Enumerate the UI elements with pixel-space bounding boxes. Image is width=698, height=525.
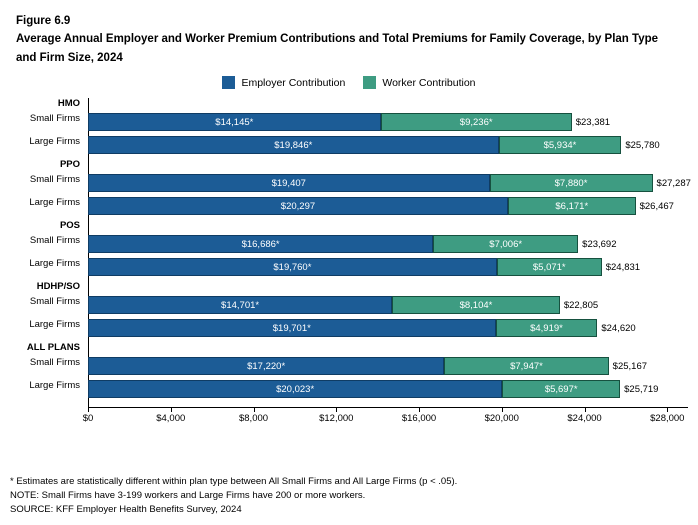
x-tick-mark [254,408,255,412]
legend-item-employer [222,76,345,89]
table-row [88,357,647,375]
row-label: Small Firms [29,174,80,185]
x-tick-mark [667,408,668,412]
row-label: Large Firms [29,197,80,208]
title-block [0,0,698,68]
table-row [88,174,691,192]
x-tick-label: $8,000 [238,413,269,424]
row-label: Small Firms [29,113,80,124]
bar-segment-worker: $8,104* [392,296,560,314]
bar-total-label: $23,692 [582,238,617,250]
bar-segment-worker: $9,236* [381,113,572,131]
bar-segment-employer: $16,686* [88,235,433,253]
bar-total-label: $24,831 [605,261,641,273]
bar-segment-worker: $5,071* [497,258,602,276]
bar-total-label: $25,167 [612,360,648,372]
table-row [88,136,660,154]
bar-segment-employer: $19,701* [88,319,496,337]
table-row [88,319,636,337]
row-label: Small Firms [29,235,80,246]
row-label: Large Firms [29,380,80,391]
group-header: HMO [57,98,80,109]
x-tick-mark [88,408,89,412]
row-label: Small Firms [29,357,80,368]
bar-segment-employer: $19,760* [88,258,497,276]
bar-segment-employer: $20,297 [88,197,508,215]
x-tick-label: $20,000 [484,413,519,424]
x-tick-label: $12,000 [319,413,354,424]
bar-segment-worker: $7,006* [433,235,578,253]
bar-segment-worker: $7,947* [444,357,608,375]
x-tick-mark [171,408,172,412]
group-header: HDHP/SO [36,281,80,292]
x-tick-mark [336,408,337,412]
table-row [88,258,640,276]
x-tick-mark [419,408,420,412]
legend-label-worker: Worker Contribution [382,76,476,89]
chart-area [0,98,698,432]
bar-total-label: $24,620 [601,322,636,334]
footnote-estimates: * Estimates are statistically different within plan type between All Small Firms and All Large Firms (p < .05). [10,476,458,487]
bar-segment-employer: $14,701* [88,296,392,314]
table-row [88,296,598,314]
x-tick-label: $0 [82,413,94,424]
table-row [88,113,610,131]
bar-segment-employer: $19,407 [88,174,490,192]
table-row [88,235,617,253]
x-tick-label: $4,000 [156,413,186,424]
bar-segment-worker: $5,697* [502,380,620,398]
x-tick-mark [585,408,586,412]
footnotes [10,475,457,517]
table-row [88,380,658,398]
chart-legend [0,76,698,89]
bar-segment-employer: $14,145* [88,113,381,131]
bar-segment-employer: $19,846* [88,136,499,154]
row-label: Small Firms [29,296,80,307]
footnote-source: SOURCE: KFF Employer Health Benefits Survey, 2024 [10,504,242,515]
figure-number: Figure 6.9 [16,15,71,27]
bar-total-label: $26,467 [639,200,674,212]
bar-segment-worker: $5,934* [499,136,622,154]
x-tick-label: $28,000 [650,413,685,424]
x-tick-mark [502,408,503,412]
bar-segment-worker: $4,919* [496,319,598,337]
x-tick-label: $16,000 [401,413,437,424]
footnote-note: NOTE: Small Firms have 3-199 workers and Large Firms have 200 or more workers. [10,490,366,501]
group-header: POS [59,220,80,231]
row-label: Large Firms [29,319,80,330]
page-title: Average Annual Employer and Worker Premium Contributions and Total Premiums for Family Coverage, by Plan Type and Firm Size, 2024 [16,33,659,64]
bar-total-label: $23,381 [575,116,611,128]
bar-segment-worker: $7,880* [490,174,653,192]
bar-segment-employer: $20,023* [88,380,502,398]
x-tick-label: $24,000 [567,413,602,424]
row-label: Large Firms [29,136,80,147]
bar-total-label: $25,719 [624,383,659,395]
bar-segment-employer: $17,220* [88,357,444,375]
table-row [88,197,674,215]
bar-segment-worker: $6,171* [508,197,636,215]
bar-total-label: $27,287 [656,177,691,189]
row-label: Large Firms [29,258,80,269]
bar-total-label: $25,780 [625,139,660,151]
legend-swatch-worker-icon [363,76,376,89]
bar-total-label: $22,805 [563,299,599,311]
group-header: ALL PLANS [26,342,80,353]
legend-label-employer: Employer Contribution [241,76,346,89]
legend-swatch-employer-icon [222,76,235,89]
legend-item-worker [363,76,475,89]
group-header: PPO [59,159,80,170]
